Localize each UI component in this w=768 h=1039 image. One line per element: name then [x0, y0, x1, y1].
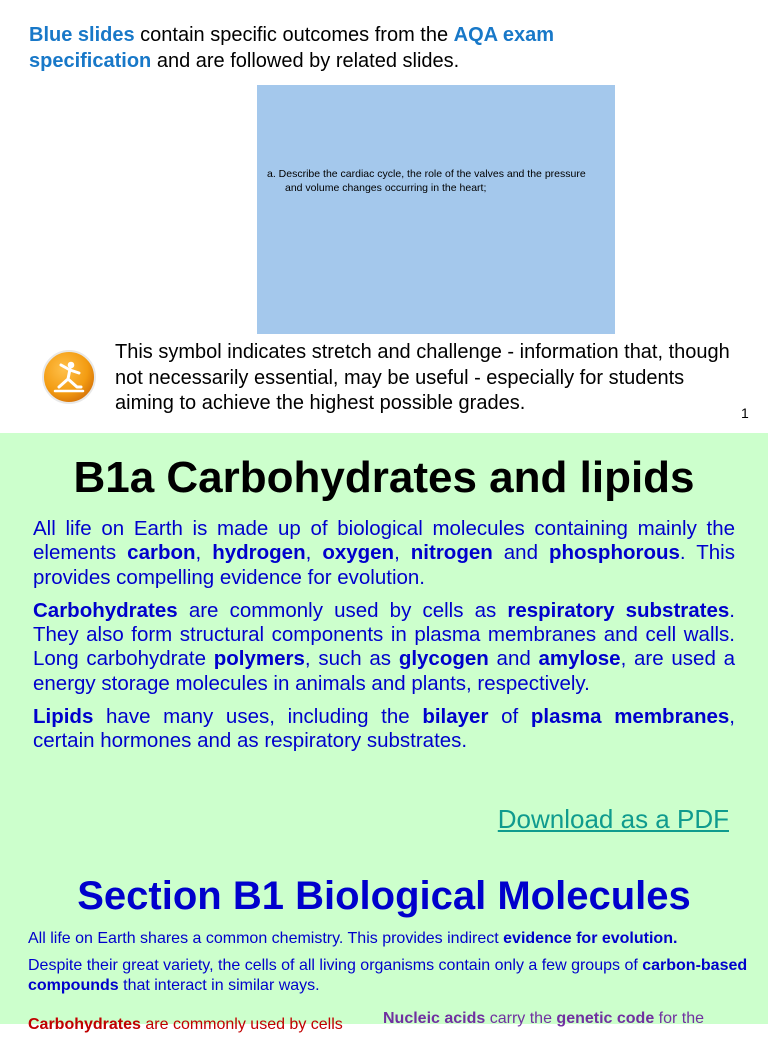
keyword-evidence-for-evolution: evidence for evolution.	[503, 930, 678, 947]
paragraph-elements	[33, 517, 735, 590]
slide-2-body	[33, 517, 735, 763]
keyword-carbohydrates: Carbohydrates	[33, 598, 178, 622]
keyword-carbon: carbon	[127, 541, 196, 565]
slide-3-body	[28, 929, 748, 1003]
text-run: carry the	[485, 1010, 557, 1027]
text-run: are commonly used by cells	[140, 1016, 343, 1033]
keyword-genetic-code: genetic code	[556, 1010, 655, 1027]
intro-text-part: and are followed by related slides.	[151, 50, 460, 72]
keyword-plasma-membranes: plasma membranes	[530, 705, 730, 729]
keyword-glycogen: glycogen	[398, 647, 489, 671]
blue-slides-label: Blue slides	[29, 24, 135, 46]
keyword-oxygen: oxygen	[322, 541, 395, 565]
text-run: , such as	[304, 647, 399, 671]
text-run: for the	[654, 1010, 705, 1027]
keyword-respiratory-substrates: respiratory substrates	[507, 598, 730, 622]
nucleic-acids-column	[383, 1009, 704, 1029]
keyword-carbohydrates: Carbohydrates	[28, 1016, 141, 1033]
text-run: ,	[195, 541, 213, 565]
paragraph-common-chemistry	[28, 929, 748, 949]
text-run: All life on Earth is made up of biological molecules containing mainly the elements	[33, 517, 735, 565]
paragraph-lipids	[33, 705, 735, 754]
text-run: are commonly used by cells as	[177, 598, 508, 622]
text-run: and	[492, 541, 549, 565]
keyword-amylose: amylose	[538, 647, 621, 671]
keyword-hydrogen: hydrogen	[212, 541, 306, 565]
text-run: . This provides compelling evidence for evolution.	[33, 541, 735, 589]
paragraph-carbohydrates	[33, 599, 735, 696]
spec-outcome-text	[267, 167, 607, 195]
text-run: have many uses, including the	[93, 705, 423, 729]
keyword-bilayer: bilayer	[422, 705, 489, 729]
paragraph-carbon-compounds	[28, 956, 748, 996]
spec-outcome-line: a. Describe the cardiac cycle, the role of the valves and the pressure	[267, 168, 586, 180]
text-run: All life on Earth shares a common chemistry. This provides indirect	[28, 930, 504, 947]
aqa-spec-label: AQA exam specification	[29, 24, 555, 72]
text-run: ,	[305, 541, 323, 565]
download-pdf-link[interactable]: Download as a PDF	[497, 804, 729, 834]
carbohydrates-column	[28, 1015, 343, 1035]
keyword-nitrogen: nitrogen	[410, 541, 493, 565]
slide-2	[0, 433, 768, 1033]
intro-text-part: contain specific outcomes from the	[134, 24, 454, 46]
text-run: ,	[394, 541, 411, 565]
page-title: B1a Carbohydrates and lipids	[73, 453, 695, 502]
text-run: and	[488, 647, 539, 671]
stretch-challenge-icon	[41, 349, 97, 405]
text-run: Despite their great variety, the cells of all living organisms contain only a few groups of	[28, 957, 643, 974]
text-run: , are used a energy storage molecules in animals and plants, respectively.	[33, 647, 735, 695]
text-run: that interact in similar ways.	[118, 977, 320, 994]
intro-text	[29, 22, 639, 74]
section-title: Section B1 Biological Molecules	[77, 874, 691, 918]
keyword-polymers: polymers	[213, 647, 305, 671]
page-number: 1	[741, 405, 749, 421]
text-run: , certain hormones and as respiratory substrates.	[33, 705, 735, 753]
keyword-carbon-based-compounds: carbon-based compounds	[28, 957, 748, 994]
stretch-challenge-description: This symbol indicates stretch and challenge - information that, though not necessarily essential, may be useful - especially for students aiming to achieve the highest possible grades.	[115, 341, 730, 414]
text-run: of	[488, 705, 531, 729]
keyword-nucleic-acids: Nucleic acids	[383, 1010, 486, 1027]
slide-1	[0, 0, 768, 433]
keyword-lipids: Lipids	[33, 705, 94, 729]
spec-outcome-line: and volume changes occurring in the heart;	[285, 182, 487, 194]
spec-outcome-box	[257, 85, 615, 334]
slide-3-columns	[28, 1009, 748, 1039]
text-run: . They also form structural components in plasma membranes and cell walls. Long carbohydrate	[33, 598, 735, 671]
keyword-phosphorous: phosphorous	[548, 541, 680, 565]
